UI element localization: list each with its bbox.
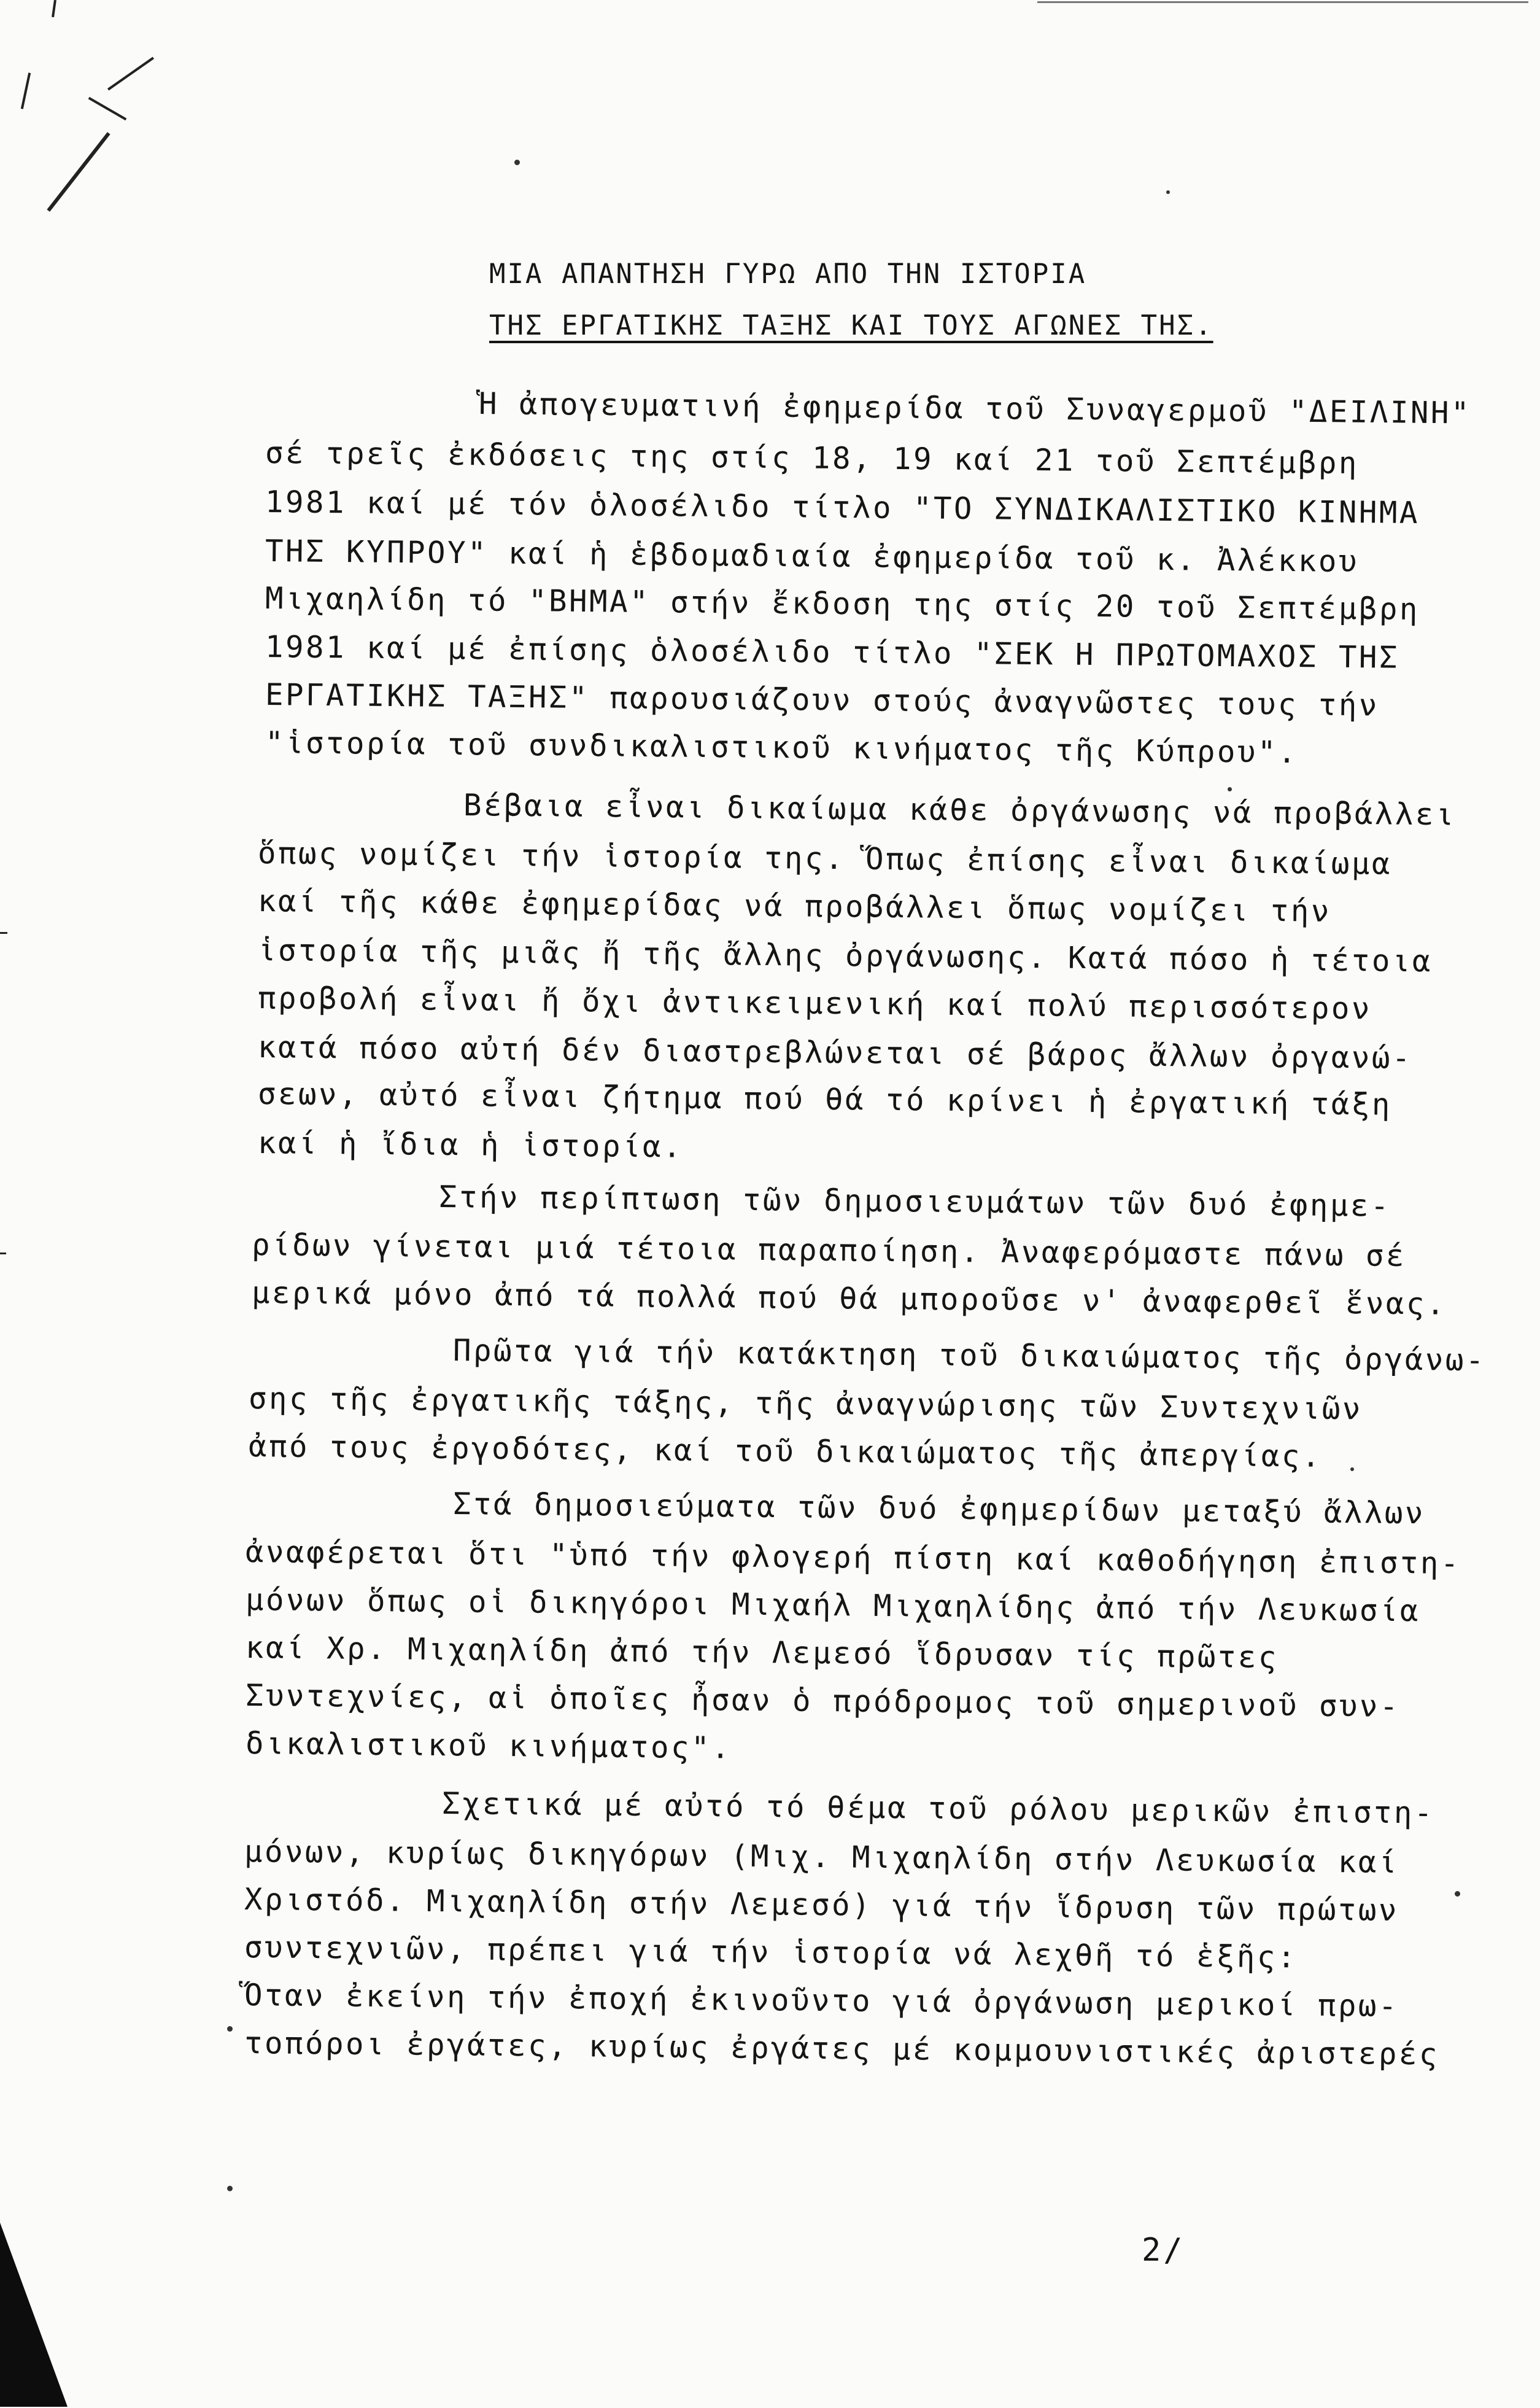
- text-line: ΕΡΓΑΤΙΚΗΣ ΤΑΞΗΣ" παρουσιάζουν στούς ἀναγνῶστες τους τήν: [265, 677, 1380, 723]
- text-line: Στά δημοσιεύματα τῶν δυό ἐφημερίδων μεταξύ ἄλλων: [452, 1486, 1426, 1531]
- text-line: Συντεχνίες, αἱ ὁποῖες ἦσαν ὁ πρόδρομος τοῦ σημερινοῦ συν-: [245, 1678, 1401, 1725]
- text-line: τοπόροι ἐργάτες, κυρίως ἐργάτες μέ κομμουνιστικές ἀριστερές: [244, 2025, 1440, 2072]
- text-line: μόνων ὅπως οἱ δικηγόροι Μιχαήλ Μιχαηλίδης ἀπό τήν Λευκωσία: [245, 1582, 1421, 1629]
- text-line: ὅπως νομίζει τήν ἱστορία της. Ὅπως ἐπίσης εἶναι δικαίωμα: [257, 836, 1393, 882]
- text-line: καί τῆς κάθε ἐφημερίδας νά προβάλλει ὅπως νομίζει τήν: [257, 884, 1332, 929]
- text-line: σέ τρεῖς ἐκδόσεις της στίς 18, 19 καί 21 τοῦ Σεπτέμβρη: [265, 435, 1360, 481]
- text-line: κατά πόσο αὐτή δέν διαστρεβλώνεται σέ βάρος ἄλλων ὀργανώ-: [257, 1030, 1413, 1076]
- text-line: δικαλιστικοῦ κινήματος".: [245, 1726, 732, 1766]
- text-line: ἀναφέρεται ὅτι "ὑπό τήν φλογερή πίστη καί καθοδήγηση ἐπιστη-: [245, 1534, 1461, 1582]
- title-line-1: ΜΙΑ ΑΠΑΝΤΗΣΗ ΓΥΡΩ ΑΠΟ ΤΗΝ ΙΣΤΟΡΙΑ: [489, 258, 1087, 290]
- text-line: καί ἡ ἴδια ἡ ἱστορία.: [257, 1125, 684, 1165]
- text-line: ρίδων γίνεται μιά τέτοια παραποίηση. Ἀναφερόμαστε πάνω σέ: [251, 1227, 1407, 1274]
- text-line: Σχετικά μέ αὐτό τό θέμα τοῦ ρόλου μερικῶν ἐπιστη-: [441, 1786, 1435, 1831]
- text-line: Χριστόδ. Μιχαηλίδη στήν Λεμεσό) γιά τήν ἵδρυση τῶν πρώτων: [244, 1882, 1399, 1928]
- text-line: Βέβαια εἶναι δικαίωμα κάθε ὀργάνωσης νά προβάλλει: [463, 788, 1457, 833]
- text-line: σης τῆς ἐργατικῆς τάξης, τῆς ἀναγνώρισης τῶν Συντεχνιῶν: [248, 1381, 1363, 1427]
- title-line-2: ΤΗΣ ΕΡΓΑΤΙΚΗΣ ΤΑΞΗΣ ΚΑΙ ΤΟΥΣ ΑΓΩΝΕΣ ΤΗΣ.: [489, 310, 1213, 341]
- text-line: ἀπό τους ἐργοδότες, καί τοῦ δικαιώματος τῆς ἀπεργίας.: [248, 1429, 1323, 1474]
- text-line: 1981 καί μέ ἐπίσης ὁλοσέλιδο τίτλο "ΣΕΚ Η ΠΡΩΤΟΜΑΧΟΣ ΤΗΣ: [265, 629, 1400, 675]
- text-line: μόνων, κυρίως δικηγόρων (Μιχ. Μιχαηλίδη στήν Λευκωσία καί: [244, 1834, 1399, 1881]
- text-line: ἱστορία τῆς μιᾶς ἤ τῆς ἄλλης ὀργάνωσης. Κατά πόσο ἡ τέτοια: [257, 933, 1433, 979]
- page-number: 2/: [1142, 2232, 1185, 2269]
- text-line: Πρῶτα γιά τήν κατάκτηση τοῦ δικαιώματος τῆς ὀργάνω-: [452, 1333, 1487, 1378]
- text-line: Στήν περίπτωση τῶν δημοσιευμάτων τῶν δυό ἐφημε-: [438, 1179, 1391, 1224]
- text-line: Ὅταν ἐκείνη τήν ἐποχή ἐκινοῦντο γιά ὀργάνωση μερικοί πρω-: [244, 1978, 1399, 2024]
- text-line: Μιχαηλίδη τό "ΒΗΜΑ" στήν ἔκδοση της στίς 20 τοῦ Σεπτέμβρη: [265, 581, 1420, 627]
- text-line: ΤΗΣ ΚΥΠΡΟΥ" καί ἡ ἑβδομαδιαία ἐφημερίδα τοῦ κ. Ἀλέκκου: [265, 534, 1360, 580]
- text-line: 1981 καί μέ τόν ὁλοσέλιδο τίτλο "ΤΟ ΣΥΝΔΙΚΑΛΙΣΤΙΚΟ ΚΙΝΗΜΑ: [265, 484, 1420, 531]
- text-line: σεων, αὐτό εἶναι ζήτημα πού θά τό κρίνει ἡ ἐργατική τάξη: [257, 1076, 1393, 1122]
- text-line: μερικά μόνο ἀπό τά πολλά πού θά μποροῦσε ν' ἀναφερθεῖ ἕνας.: [251, 1275, 1447, 1322]
- text-line: "ἱστορία τοῦ συνδικαλιστικοῦ κινήματος τῆς Κύπρου".: [265, 725, 1299, 771]
- text-line: Ἡ ἀπογευματινή ἐφημερίδα τοῦ Συναγερμοῦ "ΔΕΙΛΙΝΗ": [478, 386, 1472, 431]
- text-line: συντεχνιῶν, πρέπει γιά τήν ἱστορία νά λεχθῆ τό ἑξῆς:: [244, 1930, 1298, 1975]
- text-line: προβολή εἶναι ἤ ὄχι ἀντικειμενική καί πολύ περισσότερον: [257, 981, 1372, 1027]
- text-line: καί Χρ. Μιχαηλίδη ἀπό τήν Λεμεσό ἵδρυσαν τίς πρῶτες: [245, 1630, 1279, 1676]
